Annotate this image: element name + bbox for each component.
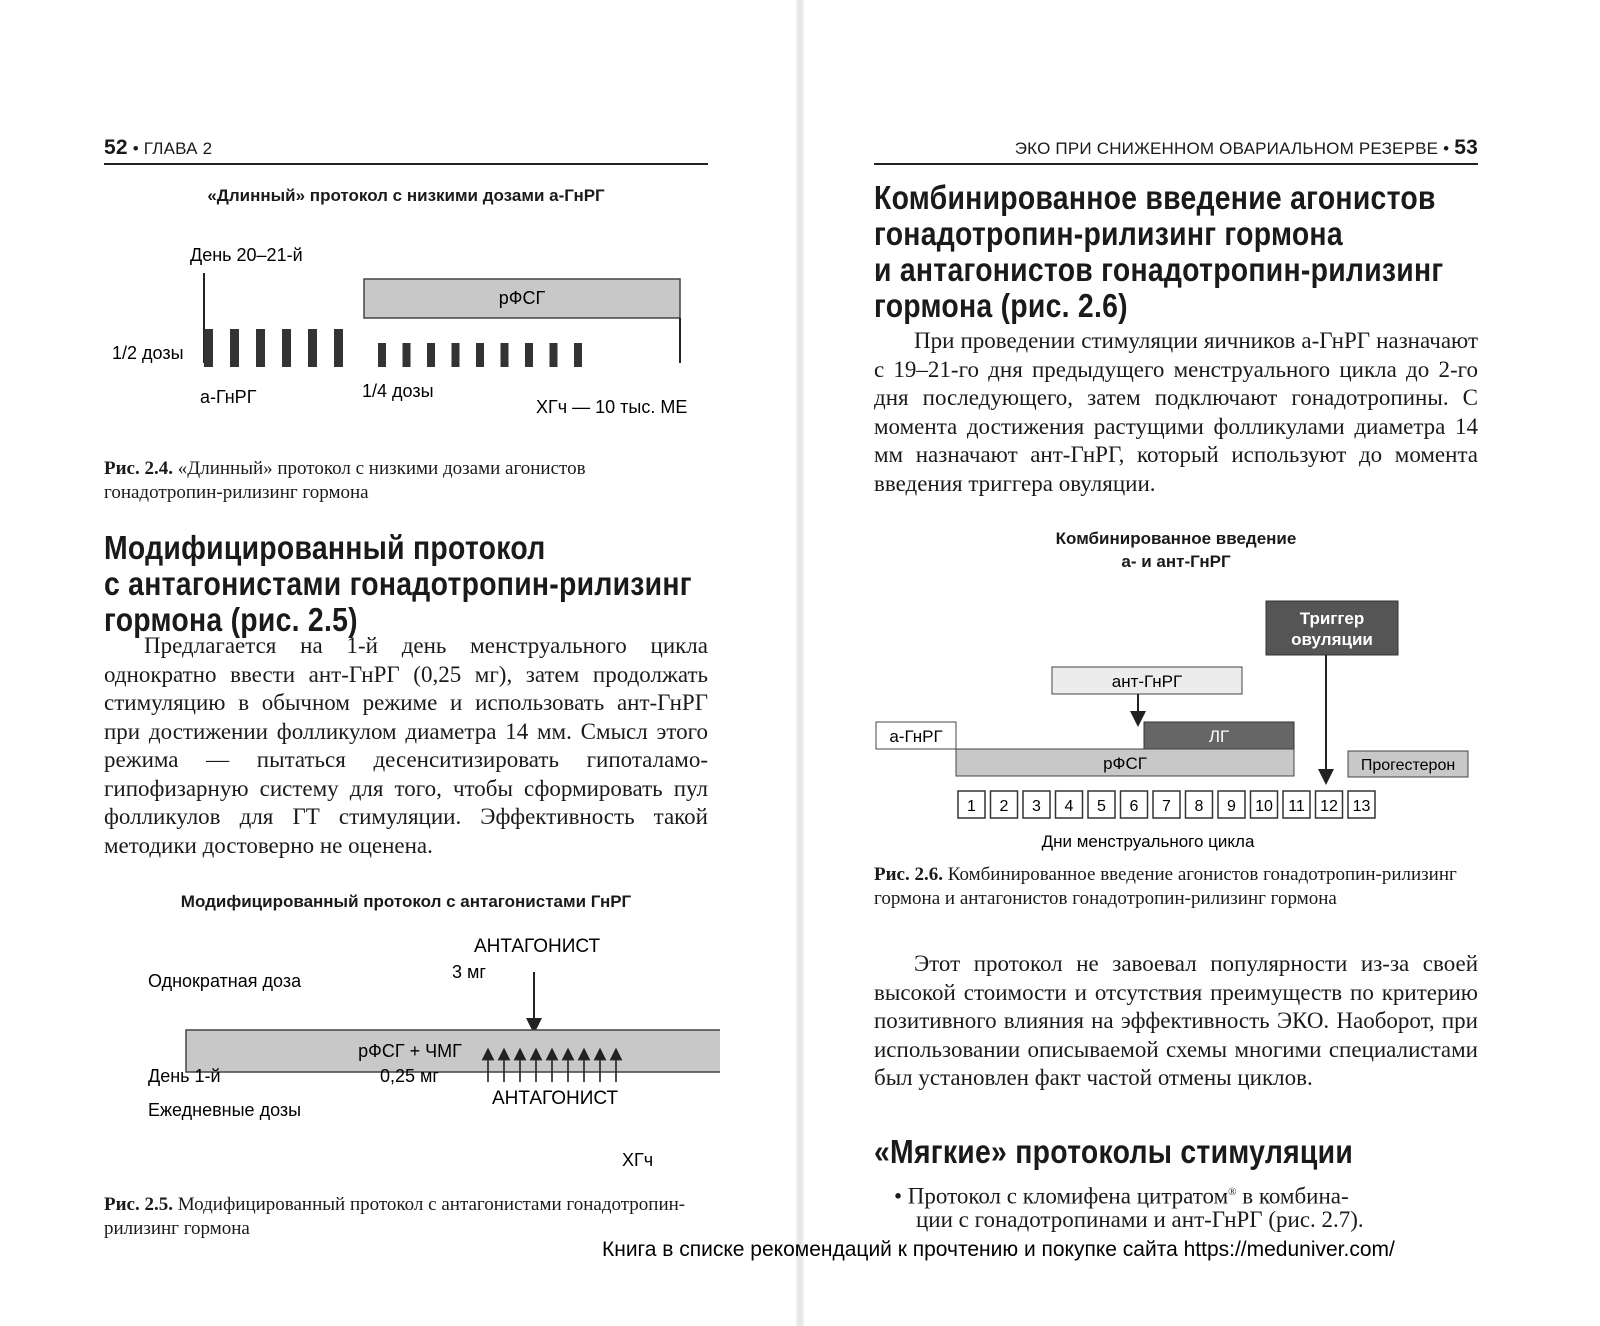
quarter-dose-bar: [403, 343, 411, 367]
quarter-dose-label: 1/4 дозы: [362, 381, 434, 401]
figure-2-4: [100, 235, 720, 435]
single-dose-label: Однократная доза: [148, 971, 302, 991]
day-number: 1: [967, 798, 976, 815]
half-dose-bar: [230, 329, 239, 367]
quarter-dose-bar: [574, 343, 582, 367]
figure-2-5: [100, 930, 720, 1190]
chapter-label: ГЛАВА 2: [143, 139, 213, 158]
agonist-label: а-ГнРГ: [889, 727, 943, 746]
day-number: 2: [999, 798, 1009, 815]
caption-number: Рис. 2.4.: [104, 458, 173, 479]
quarter-dose-bar: [525, 343, 533, 367]
bullet-item-continued: ции с гонадотропинами и ант-ГнРГ (рис. 2.7).: [916, 1207, 1364, 1232]
quarter-dose-bar: [427, 343, 435, 367]
rfsh-label: рФСГ: [1103, 754, 1147, 773]
day-number: 9: [1227, 798, 1236, 815]
antagonist-top-label: АНТАГОНИСТ: [474, 936, 601, 957]
half-dose-label: 1/2 дозы: [112, 343, 184, 363]
dose-3mg-label: 3 мг: [452, 962, 486, 982]
footer-note: Книга в списке рекомендаций к прочтению и покупке сайта https://meduniver.com/: [602, 1238, 1395, 1261]
caption-number: Рис. 2.5.: [104, 1194, 173, 1215]
antagonist-bottom-label: АНТАГОНИСТ: [492, 1088, 619, 1109]
day-number: 3: [1032, 798, 1041, 815]
day-number: 10: [1255, 798, 1273, 815]
caption-text: Комбинированное введение агонистов гонадотропин-рилизинг гормона и антагонистов гонадотропин-рилизинг гормона: [874, 864, 1457, 909]
bullet-item: • Протокол с кломифена цитратом® в комбина-: [894, 1183, 1349, 1209]
dose-bars: [204, 329, 582, 367]
section-heading: Модифицированный протокол с антагонистами гонадотропин-рилизинг гормона (рис. 2.5): [104, 529, 692, 638]
body-paragraph: Предлагается на 1-й день менструального цикла однократно ввести ант-ГнРГ (0,25 мг), затем продолжать стимуляцию в обычном режиме и использовать ант-ГнРГ при достижении фолликулом диаметра 14 мм. Смысл этого режима — пытаться десенситизировать гипоталамо-гипофизарную систему для того, чтобы сформировать пул фолликулов для ГТ стимуляции. Эффективность такой методики достоверно не оценена.: [104, 633, 708, 858]
figure-title: «Длинный» протокол с низкими дозами а-ГнРГ: [207, 186, 605, 205]
caption-number: Рис. 2.6.: [874, 864, 943, 885]
day1-label: День 1-й: [148, 1066, 221, 1086]
day-number: 8: [1194, 798, 1204, 815]
trigger-label-line1: Триггер: [1299, 609, 1365, 628]
progesterone-label: Прогестерон: [1360, 757, 1456, 774]
quarter-dose-bar: [378, 343, 386, 367]
quarter-dose-bar: [550, 343, 558, 367]
day-number: 6: [1129, 798, 1139, 815]
agonist-label: а-ГнРГ: [200, 387, 257, 407]
figure-title: Модифицированный протокол с антагонистами ГнРГ: [180, 892, 632, 911]
day-number: 11: [1288, 798, 1305, 815]
quarter-dose-bar: [476, 343, 484, 367]
day-number: 13: [1352, 798, 1371, 815]
day-number: 7: [1162, 798, 1171, 815]
body-paragraph: Этот протокол не завоевал популярности из-за своей высокой стоимости и отсутствия преимуществ по критерию позитивного влияния на эффективность ЭКО. Наоборот, при использовании описываемой схемы многими специалистами был установлен факт частой отмены циклов.: [874, 951, 1478, 1090]
quarter-dose-bar: [452, 343, 460, 367]
running-head-right: ЭКО ПРИ СНИЖЕННОМ ОВАРИАЛЬНОМ РЕЗЕРВЕ • 53: [1014, 136, 1478, 159]
figure-caption: [874, 863, 1478, 911]
axis-label: Дни менструального цикла: [1041, 832, 1255, 851]
cycle-days: [958, 791, 1375, 818]
daily-doses-label: Ежедневные дозы: [148, 1100, 302, 1120]
ant-gnrh-label: ант-ГнРГ: [1111, 672, 1183, 691]
dose-025-label: 0,25 мг: [380, 1066, 439, 1086]
header-rule: [104, 163, 708, 165]
half-dose-bar: [308, 329, 317, 367]
half-dose-bar: [204, 329, 213, 367]
section-heading: «Мягкие» протоколы стимуляции: [874, 1133, 1354, 1170]
body-paragraph: При проведении стимуляции яичников а-ГнРГ назначают с 19–21-го дня предыдущего менструального цикла до 2-го дня последующего, затем подключают гонадотропины. С момента достижения растущими фолликулами диаметра 14 мм назначают ант-ГнРГ, который используют до момента введения триггера овуляции.: [874, 328, 1478, 496]
rfsh-hmg-label: рФСГ + ЧМГ: [358, 1041, 462, 1061]
half-dose-bar: [282, 329, 291, 367]
figure-caption: [104, 457, 708, 505]
right-page: [800, 0, 1600, 1326]
running-head-left: 52 • ГЛАВА 2: [104, 136, 213, 159]
section-heading: Комбинированное введение агонистов гонадотропин-рилизинг гормона и антагонистов гонадотропин-рилизинг гормона (рис. 2.6): [874, 179, 1444, 324]
day-number: 4: [1064, 798, 1074, 815]
caption-text: Модифицированный протокол с антагонистами гонадотропин-рилизинг гормона: [104, 1194, 686, 1239]
header-rule: [874, 163, 1478, 165]
figure-2-6: [870, 595, 1490, 865]
day-label: День 20–21-й: [190, 245, 303, 265]
rfsh-label: рФСГ: [498, 288, 546, 308]
trigger-label-line2: овуляции: [1291, 630, 1373, 649]
page-number: 53: [1454, 136, 1478, 159]
running-title: ЭКО ПРИ СНИЖЕННОМ ОВАРИАЛЬНОМ РЕЗЕРВЕ: [1014, 139, 1439, 158]
half-dose-bar: [256, 329, 265, 367]
figure-caption: [104, 1193, 708, 1241]
quarter-dose-bar: [501, 343, 509, 367]
caption-text: «Длинный» протокол с низкими дозами агонистов гонадотропин-рилизинг гормона: [104, 458, 586, 503]
half-dose-bar: [334, 329, 343, 367]
page-number: 52: [104, 136, 128, 159]
day-number: 12: [1320, 798, 1338, 815]
hcg-label: ХГч: [622, 1150, 654, 1170]
day-number: 5: [1097, 798, 1106, 815]
hcg-label: ХГч — 10 тыс. МЕ: [536, 397, 688, 417]
lh-label: ЛГ: [1208, 727, 1230, 746]
figure-title: Комбинированное введение а- и ант-ГнРГ: [1055, 529, 1297, 571]
